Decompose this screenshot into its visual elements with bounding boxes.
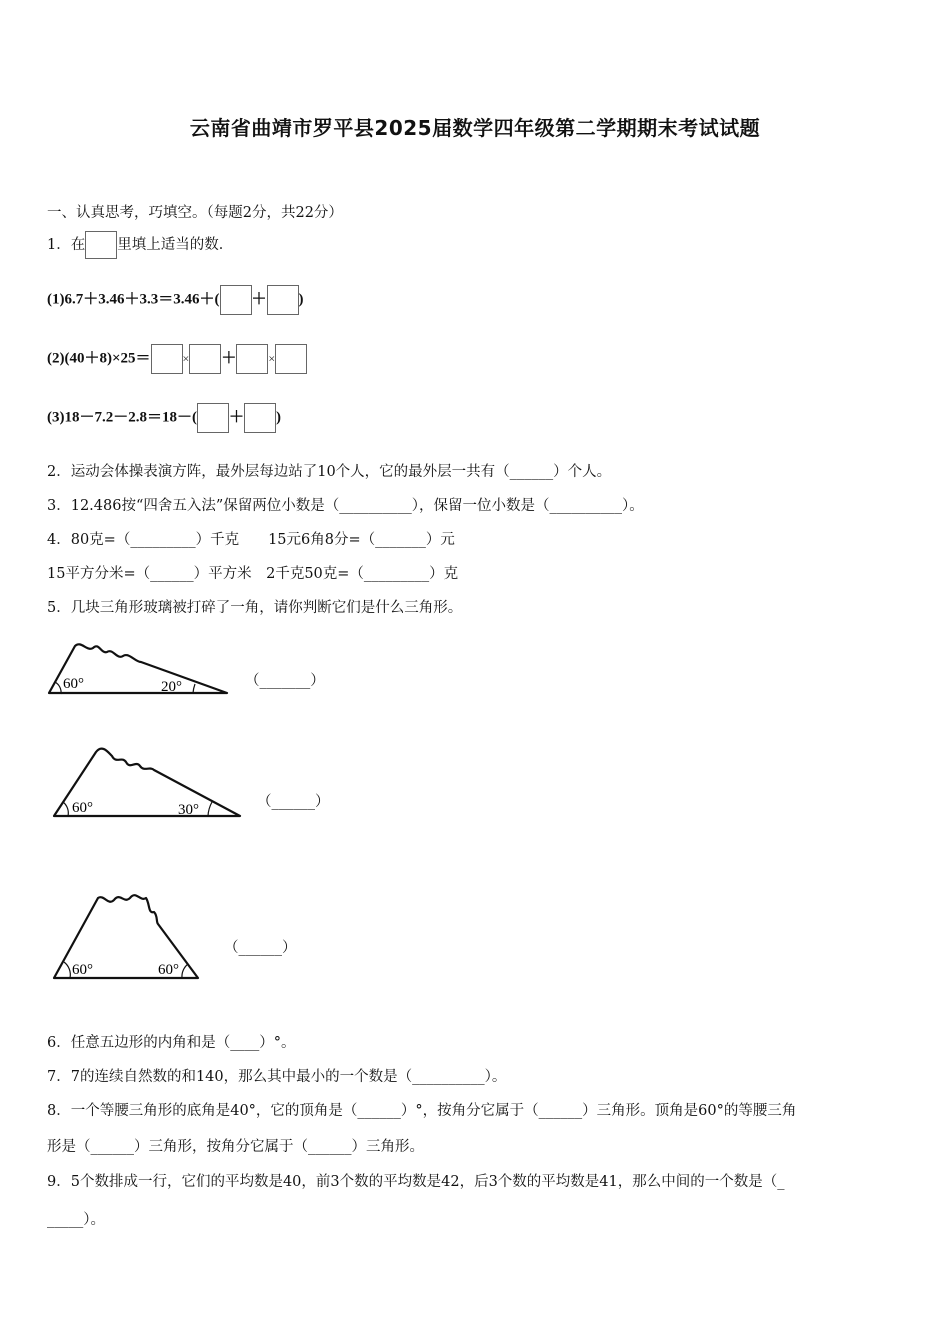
question-1-part-3 <box>47 401 281 434</box>
page-title: 云南省曲靖市罗平县2025届数学四年级第二学期期末考试试题 <box>189 116 761 140</box>
question-3: 3．12.486按“四舍五入法”保留两位小数是（__________），保留一位小数是（__________）。 <box>47 498 644 514</box>
question-1-part-2 <box>47 342 307 375</box>
angle-label: 60° <box>72 962 93 978</box>
question-1-part-1 <box>47 283 304 316</box>
broken-triangle-figure-1 <box>45 638 235 700</box>
question-6: 6．任意五边形的内角和是（____）°。 <box>47 1035 296 1051</box>
question-8-line-1: 8．一个等腰三角形的底角是40°，它的顶角是（______）°，按角分它属于（______）三角形。顶角是60°的等腰三角 <box>47 1103 797 1119</box>
triangle-2-answer: （______） <box>257 794 330 810</box>
answer-box[interactable] <box>197 403 229 433</box>
q1a-expression: (1)6.7＋3.46＋3.3＝3.46＋( <box>47 291 220 308</box>
question-7: 7．7的连续自然数的和140，那么其中最小的一个数是（__________）。 <box>47 1069 507 1085</box>
question-9-line-1: 9．5个数排成一行，它们的平均数是40，前3个数的平均数是42，后3个数的平均数是41，那么中间的一个数是（_ <box>47 1174 785 1190</box>
answer-box[interactable] <box>220 285 252 315</box>
broken-triangle-figure-2 <box>50 742 245 822</box>
question-5: 5．几块三角形玻璃被打碎了一角，请你判断它们是什么三角形。 <box>47 600 463 616</box>
angle-label: 30° <box>178 802 199 818</box>
plus-sign: ＋ <box>251 291 267 308</box>
answer-box[interactable] <box>236 344 268 374</box>
close-paren: ) <box>276 409 282 426</box>
plus-sign: ＋ <box>221 350 237 367</box>
question-4-line-2: 15平方分米=（______）平方米 2千克50克=（_________）克 <box>47 566 459 582</box>
triangle-1-answer: （_______） <box>245 673 325 689</box>
angle-label: 20° <box>161 679 182 695</box>
q1c-expression: (3)18－7.2－2.8＝18－( <box>47 409 197 426</box>
question-8-line-2: 形是（______）三角形，按角分它属于（______）三角形。 <box>47 1139 424 1155</box>
broken-triangle-figure-3 <box>50 888 205 984</box>
q1-pre: 1．在 <box>47 237 86 253</box>
question-1 <box>47 230 233 260</box>
section-heading: 一、认真思考，巧填空。（每题2分，共22分） <box>47 205 343 221</box>
angle-label: 60° <box>158 962 179 978</box>
answer-box[interactable] <box>275 344 307 374</box>
answer-box[interactable] <box>267 285 299 315</box>
answer-box[interactable] <box>189 344 221 374</box>
close-paren: ) <box>298 291 304 308</box>
question-2: 2．运动会体操表演方阵，最外层每边站了10个人，它的最外层一共有（______）个人。 <box>47 464 612 480</box>
q1-post: 里填上适当的数． <box>117 237 234 253</box>
answer-box[interactable] <box>244 403 276 433</box>
answer-box[interactable] <box>85 231 117 259</box>
times-sign: × <box>182 351 190 366</box>
angle-label: 60° <box>63 676 84 692</box>
q1b-expression: (2)(40＋8)×25＝ <box>47 350 151 367</box>
plus-sign: ＋ <box>229 409 245 426</box>
question-4-line-1: 4．80克=（_________）千克 15元6角8分=（_______）元 <box>47 532 455 548</box>
answer-box[interactable] <box>151 344 183 374</box>
triangle-3-answer: （______） <box>224 940 297 956</box>
angle-label: 60° <box>72 800 93 816</box>
times-sign: × <box>268 351 276 366</box>
question-9-line-2: _____）。 <box>47 1212 105 1228</box>
